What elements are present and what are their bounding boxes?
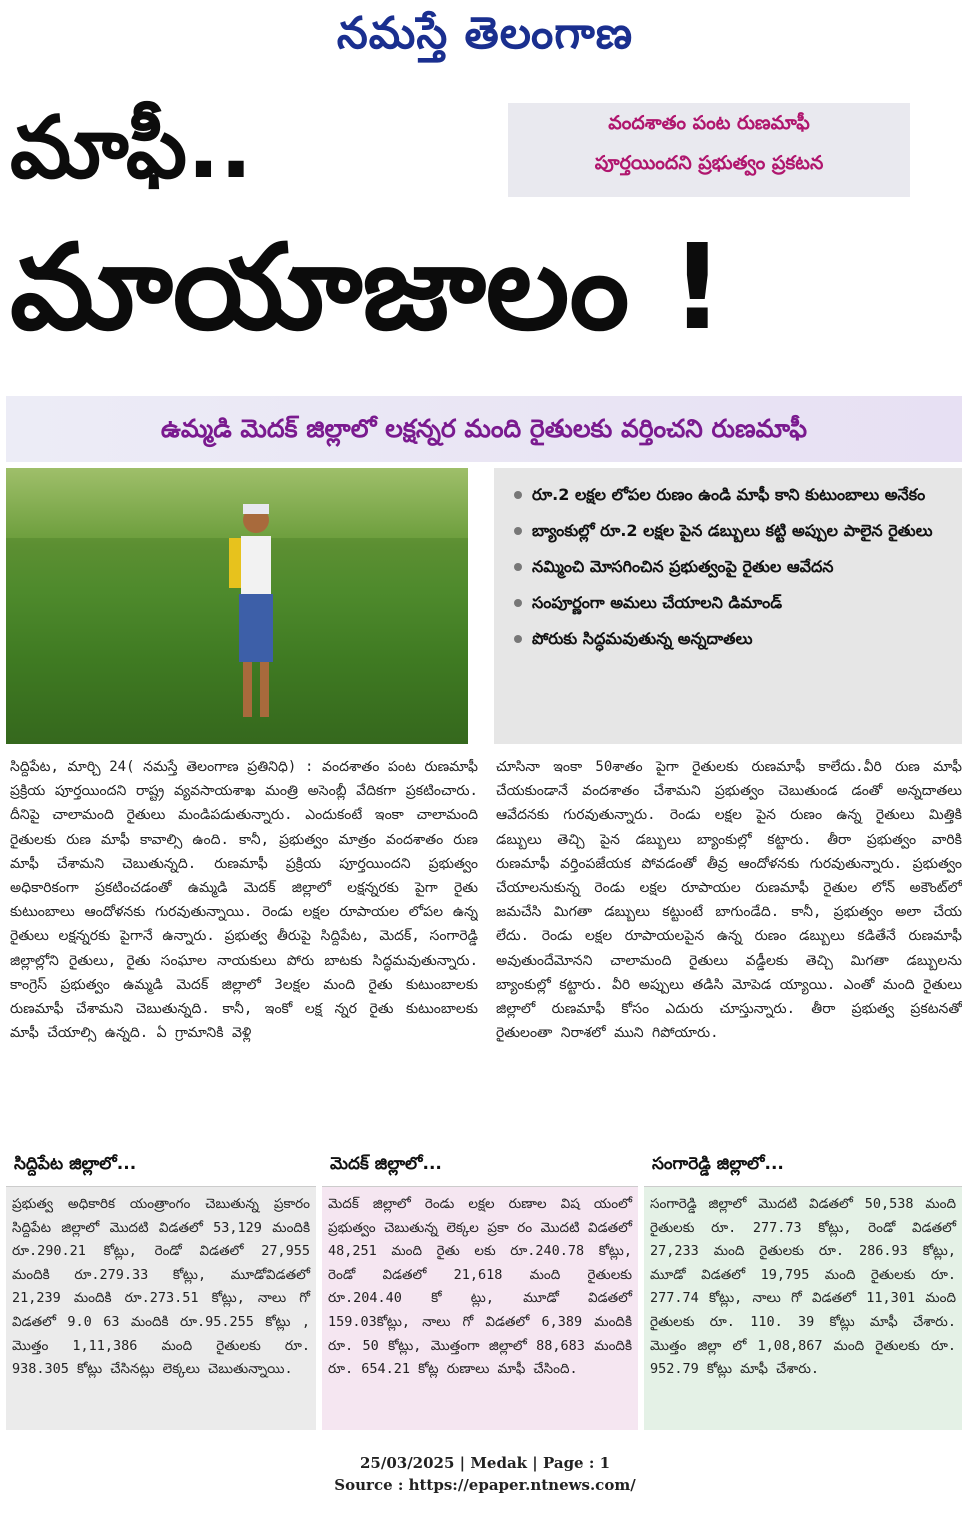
farmer-photo: [6, 468, 468, 744]
headline-line-2: మాయాజాలం !: [10, 218, 725, 356]
subheadline: ఉమ్మడి మెదక్ జిల్లాలో లక్షన్నర మంది రైతులకు వర్తించని రుణమాఫీ: [6, 396, 962, 462]
highlight-item: పోరుకు సిద్ధమవుతున్న అన్నదాతలు: [514, 624, 954, 654]
bullet-dot-icon: [514, 491, 522, 499]
sangareddy-district-box: [644, 1148, 962, 1430]
article-column-2: చూసినా ఇంకా 50శాతం పైగా రైతులకు రుణమాఫీ కాలేదు.వీరి రుణ మాఫీ చేయకుండానే వందశాతం చేశామని ప్రభుత్వం చెబుతుండ డంతో అన్నదాతలు ఆవేదనకు గురవుతున్నారు. రెండు లక్షల పైన రుణం ఉన్న రైతులు మిత్తికి డబ్బులు తెచ్చి పైన డబ్బులు బ్యాంకుల్లో కట్టారు. తీరా ప్రభుత్వం వారికి రుణమాఫీ వర్తింపజేయక పోవడంతో తీవ్ర ఆందోళనకు గురవుతున్నారు. ప్రభుత్వం చేయాలనుకున్న రెండు లక్షల రూపాయల రుణమాఫీ రైతుల లోన్ అకౌంట్‌లో జమచేసి మిగతా డబ్బులు కట్టుంటే బాగుండేది. కానీ, ప్రభుత్వం అలా చేయ లేదు. రెండు లక్షల రూపాయలపైన ఉన్న రుణం డబ్బులు కడితేనే రుణమాఫీ అవుతుందేమోనని చాలామంది రైతులు వడ్డీలకు తెచ్చి మిగతా డబ్బులను బ్యాంకుల్లో కట్టారు. వీరి అప్పులు తడిసి మోపెడ య్యాయి. ఎంతో మంది రైతులు జిల్లాలో రుణమాఫీ కోసం ఎదురు చూస్తున్నారు. తీరా ప్రభుత్వ ప్రకటనతో రైతులంతా నిరాశలో ముని గిపోయారు.: [496, 759, 962, 1042]
tagline-line-1: వందశాతం పంట రుణమాఫీ: [608, 112, 810, 134]
tagline-box: [508, 103, 910, 197]
highlight-item: బ్యాంకుల్లో రూ.2 లక్షల పైన డబ్బులు కట్టి అప్పుల పాలైన రైతులు: [514, 516, 954, 546]
highlights-box: [494, 468, 962, 744]
highlight-item: నమ్మించి మోసగించిన ప్రభుత్వంపై రైతుల ఆవేదన: [514, 552, 954, 582]
bullet-dot-icon: [514, 599, 522, 607]
farmer-figure: [221, 498, 291, 728]
article-column-1: సిద్దిపేట, మార్చి 24( నమస్తే తెలంగాణ ప్రతినిధి) : వందశాతం పంట రుణమాఫీ ప్రక్రియ పూర్తయిందని రాష్ట్ర వ్యవసాయశాఖ మంత్రి అసెంబ్లీ వేదికగా ప్రకటించారు. దీనిపై చాలామంది రైతులు మండిపడుతున్నారు. ఎందుకంటే ఇంకా చాలామంది రైతులకు రుణ మాఫీ కావాల్సి ఉంది. కానీ, ప్రభుత్వం మాత్రం వందశాతం రుణ మాఫీ చేశామని చెబుతున్నది. రుణమాఫీ ప్రక్రియ పూర్తయిందని ప్రభుత్వం అధికారికంగా ప్రకటించడంతో ఉమ్మడి మెదక్ జిల్లాలో లక్షన్నరకు పైగా రైతు కుటుంబాలు ఆందోళనకు గురవుతున్నాయి. రెండు లక్షల రూపాయల లోపల ఉన్న రైతులు లక్షన్నరకు పైగానే ఉన్నారు. ప్రభుత్వ తీరుపై సిద్దిపేట, మెదక్, సంగారెడ్డి జిల్లాల్లోని రైతులు, రైతు సంఘాల నాయకులు పోరు బాటకు సిద్ధమవుతున్నారు. కాంగ్రెస్ ప్రభుత్వం ఉమ్మడి మెదక్ జిల్లాలో 3లక్షల మంది రైతు కుటుంబాలకు రుణమాఫీ చేశామని చెబుతున్నది. కానీ, ఇంకో లక్ష న్నర రైతు కుటుంబాలకు మాఫీ చేయాల్సి ఉన్నది. ఏ గ్రామానికి వెళ్లి: [10, 759, 478, 1042]
headline-line-1: మాఫీ..: [10, 98, 253, 198]
bullet-dot-icon: [514, 527, 522, 535]
bullet-dot-icon: [514, 563, 522, 571]
siddipet-district-box: [6, 1148, 316, 1430]
box-text: ప్రభుత్వ అధికారిక యంత్రాంగం చెబుతున్న ప్రకారం సిద్దిపేట జిల్లాలో మొదటి విడతలో 53,129 మందికి రూ.290.21 కోట్లు, రెండో విడతలో 27,955 మందికి రూ.279.33 కోట్లు, మూడోవిడతలో 21,239 మందికి రూ.273.51 కోట్లు, నాలు గో విడతలో 9.0 63 మందికి రూ.95.255 కోట్లు , మొత్తం 1,11,386 మంది రైతులకు రూ. 938.305 కోట్లు చేసినట్లు లెక్కలు చెబుతున్నాయి.: [12, 1196, 310, 1378]
footer-source-link[interactable]: Source : https://epaper.ntnews.com/: [334, 1476, 636, 1494]
box-title: మెదక్ జిల్లాలో...: [322, 1148, 638, 1187]
medak-district-box: [322, 1148, 638, 1430]
box-title: సిద్దిపేట జిల్లాలో...: [6, 1148, 316, 1187]
highlight-item: సంపూర్ణంగా అమలు చేయాలని డిమాండ్: [514, 588, 954, 618]
box-text: సంగారెడ్డి జిల్లాలో మొదటి విడతలో 50,538 మంది రైతులకు రూ. 277.73 కోట్లు, రెండో విడతలో 27,233 మంది రైతులకు రూ. 286.93 కోట్లు, మూడో విడతలో 19,795 మంది రైతులకు రూ. 277.74 కోట్లు, నాలు గో విడతలో 11,301 మంది రైతులకు రూ. 110. 39 కోట్లు మాఫీ చేశారు. మొత్తం జిల్లా లో 1,08,867 మంది రైతులకు రూ. 952.79 కోట్లు మాఫీ చేశారు.: [650, 1196, 956, 1378]
box-text: మెదక్ జిల్లాలో రెండు లక్షల రుణాల విష యంలో ప్రభుత్వం చెబుతున్న లెక్కల ప్రకా రం మొదటి విడతలో 48,251 మంది రైతు లకు రూ.240.78 కోట్లు, రెండో విడతలో 21,618 మంది రైతులకు రూ.204.40 కో ట్లు, మూడో విడతలో 159.03కోట్లు, నాలు గో విడతలో 6,389 మందికి రూ. 50 కోట్లు, మొత్తంగా జిల్లాలో 88,683 మందికి రూ. 654.21 కోట్ల రుణాలు మాఫీ చేసింది.: [328, 1196, 632, 1378]
page-footer: [0, 1452, 970, 1496]
highlight-item: రూ.2 లక్షల లోపల రుణం ఉండి మాఫీ కాని కుటుంబాలు అనేకం: [514, 480, 954, 510]
tagline-line-2: పూర్తయిందని ప్రభుత్వం ప్రకటన: [594, 152, 824, 174]
box-title: సంగారెడ్డి జిల్లాలో...: [644, 1148, 962, 1187]
footer-date-line: 25/03/2025 | Medak | Page : 1: [359, 1454, 611, 1472]
bullet-dot-icon: [514, 635, 522, 643]
masthead-logo: నమస్తే తెలంగాణ: [336, 8, 634, 59]
